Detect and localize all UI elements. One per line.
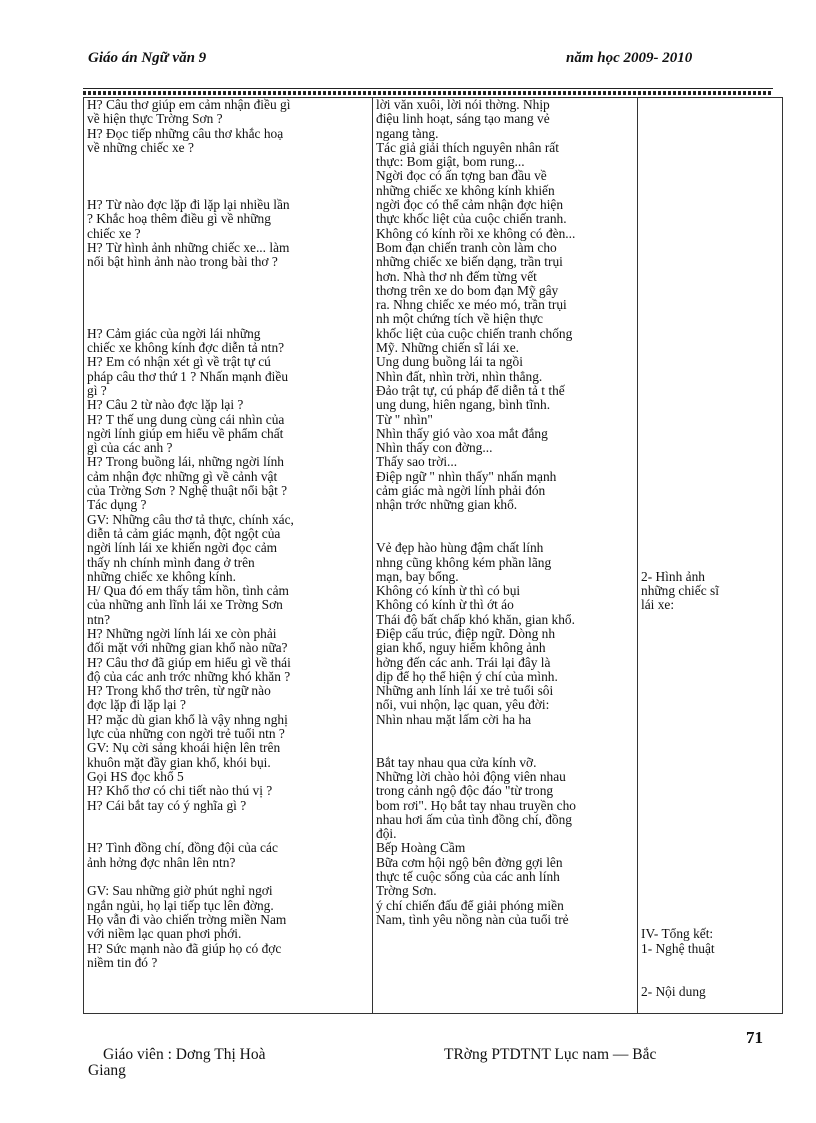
page-number: 71 bbox=[746, 1028, 763, 1047]
col2-line: Trờng Sơn. bbox=[376, 884, 437, 899]
col2-line: Nhìn thấy con đờng... bbox=[376, 441, 493, 456]
col1-line: H? Trong buồng lái, những ngời lính bbox=[87, 455, 284, 470]
col1-line: chiếc xe ? bbox=[87, 226, 141, 241]
col2-line: ý chí chiến đấu để giải phóng miền bbox=[376, 898, 564, 913]
outline-item-2-cont: lái xe: bbox=[641, 598, 675, 613]
col1-line: những chiếc xe không kính. bbox=[87, 569, 236, 584]
col2-line: Đảo trật tự, cú pháp để diễn tả t thế bbox=[376, 383, 565, 398]
col2-line: đội. bbox=[376, 827, 397, 842]
col2-line: nhng cũng không kém phần lãng bbox=[376, 555, 552, 570]
col1-line bbox=[87, 169, 369, 183]
col2-line: ra. Nhng chiếc xe méo mó, trần trụi bbox=[376, 298, 567, 313]
col2-line: gian khổ, nguy hiểm không ảnh bbox=[376, 641, 546, 656]
col2-line: Mỹ. Những chiến sĩ lái xe. bbox=[376, 341, 520, 356]
col2-line: Nam, tình yêu nồng nàn của tuổi trẻ bbox=[376, 912, 569, 927]
col2-line: Thấy sao trời... bbox=[376, 455, 458, 470]
col2-line: trong cảnh ngộ độc đáo "từ trong bbox=[376, 784, 554, 799]
col2-line: những chiếc xe không kính khiến bbox=[376, 183, 555, 198]
col2-line: nhận trớc những gian khổ. bbox=[376, 498, 518, 513]
col1-line: H? Câu thơ giúp em cảm nhận điều gì bbox=[87, 98, 291, 112]
col1-line: ? Khắc hoạ thêm điều gì về những bbox=[87, 212, 271, 227]
col2-line: Những lời chào hỏi động viên nhau bbox=[376, 769, 566, 784]
col2-line: khốc liệt của cuộc chiến tranh chống bbox=[376, 326, 573, 341]
col1-line bbox=[87, 870, 369, 884]
header-dashed-rule bbox=[83, 91, 773, 95]
questions-column bbox=[84, 98, 373, 1014]
lesson-table bbox=[83, 97, 783, 1014]
col1-line: với niềm lạc quan phơi phới. bbox=[87, 927, 242, 942]
col1-line: gì ? bbox=[87, 383, 107, 398]
col1-line: chiếc xe không kính đợc diễn tả ntn? bbox=[87, 341, 285, 356]
col1-line: H? T thế ung dung cùng cái nhìn của bbox=[87, 412, 285, 427]
col1-line: H? Từ hình ảnh những chiếc xe... làm bbox=[87, 240, 290, 255]
outline-summary-heading: IV- Tổng kết: bbox=[641, 927, 714, 942]
col2-line: Bữa cơm hội ngộ bên đờng gợi lên bbox=[376, 855, 563, 870]
col2-line: nh một chứng tích về hiện thực bbox=[376, 312, 543, 327]
col1-line: ngời lính lái xe khiến ngời đọc cảm bbox=[87, 541, 278, 556]
col1-line: ngắn ngủi, họ lại tiếp tục lên đờng. bbox=[87, 898, 274, 913]
col2-line: Nhìn thấy gió vào xoa mắt đắng bbox=[376, 426, 548, 441]
col1-line: nổi bật hình ảnh nào trong bài thơ ? bbox=[87, 255, 278, 270]
col2-line: Không có kính rồi xe không có đèn... bbox=[376, 226, 576, 241]
col2-line: Không có kính ừ thì có bụi bbox=[376, 584, 521, 599]
header-school-year: năm học 2009- 2010 bbox=[566, 50, 693, 66]
col2-line: thực khốc liệt của cuộc chiến tranh. bbox=[376, 212, 567, 227]
outline-item-2: 2- Hình ảnh bbox=[641, 569, 705, 584]
col2-line: hơn. Nhà thơ nh đếm từng vết bbox=[376, 269, 537, 284]
col2-line: thơng trên xe do bom đạn Mỹ gây bbox=[376, 283, 559, 298]
col1-line: H? mặc dù gian khổ là vậy nhng nghị bbox=[87, 712, 288, 727]
col1-line: gì của các anh ? bbox=[87, 441, 173, 456]
col1-line: đối mặt với những gian khổ nào nữa? bbox=[87, 641, 288, 656]
col1-line: đợc lặp đi lặp lại ? bbox=[87, 698, 186, 713]
col2-line: thực tế cuộc sống của các anh lính bbox=[376, 870, 560, 885]
col1-line: H? Tình đồng chí, đồng đội của các bbox=[87, 841, 278, 856]
outline-summary-art: 1- Nghệ thuật bbox=[641, 941, 715, 956]
col1-line bbox=[87, 827, 369, 841]
col1-line: ảnh hởng đợc nhân lên ntn? bbox=[87, 855, 236, 870]
col1-line: H/ Qua đó em thấy tâm hồn, tình cảm bbox=[87, 584, 289, 599]
col1-line: H? Từ nào đợc lặp đi lặp lại nhiều lần bbox=[87, 198, 290, 213]
col2-line: điệu linh hoạt, sáng tạo mang vẻ bbox=[376, 112, 550, 127]
col2-line: ngang tàng. bbox=[376, 126, 439, 141]
col1-line: độ của các anh trớc những khó khăn ? bbox=[87, 669, 291, 684]
col2-line: Nhìn đất, nhìn trời, nhìn thẳng. bbox=[376, 369, 543, 384]
outline-summary-content: 2- Nội dung bbox=[641, 984, 706, 999]
col1-line: H? Đọc tiếp những câu thơ khắc hoạ bbox=[87, 126, 284, 141]
col1-line: ngời lính giúp em hiểu về phẩm chất bbox=[87, 426, 284, 441]
col2-line: dịp để họ thể hiện ý chí của mình. bbox=[376, 669, 558, 684]
col2-line bbox=[376, 727, 634, 741]
col2-line: nổi, vui nhộn, lạc quan, yêu đời: bbox=[376, 698, 550, 713]
col1-line bbox=[87, 284, 369, 298]
col2-line: Bom đạn chiến tranh còn làm cho bbox=[376, 240, 557, 255]
col1-line: của những anh lĩnh lái xe Trờng Sơn bbox=[87, 598, 283, 613]
col1-line: khuôn mặt đầy gian khổ, khói bụi. bbox=[87, 755, 271, 770]
col1-line: H? Cảm giác của ngời lái những bbox=[87, 326, 261, 341]
col2-line: Ung dung buồng lái ta ngồi bbox=[376, 355, 523, 370]
col1-line: về những chiếc xe ? bbox=[87, 140, 194, 155]
col1-line: H? Khổ thơ có chi tiết nào thú vị ? bbox=[87, 784, 273, 799]
col1-line: ntn? bbox=[87, 612, 111, 627]
col1-line: H? Sức mạnh nào đã giúp họ có đợc bbox=[87, 941, 282, 956]
footer-teacher: Giáo viên : Dơng Thị Hoà bbox=[103, 1046, 266, 1063]
col2-line: Điệp cấu trúc, điệp ngữ. Dòng nh bbox=[376, 626, 556, 641]
table-row bbox=[84, 98, 783, 1014]
col1-line: H? Câu thơ đã giúp em hiểu gì về thái bbox=[87, 655, 291, 670]
col1-line: pháp câu thơ thứ 1 ? Nhấn mạnh điều bbox=[87, 369, 289, 384]
col1-line: thấy nh chính mình đang ở trên bbox=[87, 555, 255, 570]
col1-line bbox=[87, 312, 369, 326]
col1-line: H? Cái bắt tay có ý nghĩa gì ? bbox=[87, 798, 247, 813]
col2-line: Không có kính ừ thì ớt áo bbox=[376, 598, 514, 613]
header-rule bbox=[83, 88, 773, 89]
col1-line: H? Trong khổ thơ trên, từ ngữ nào bbox=[87, 684, 271, 699]
outline-item-2-cont: những chiếc sĩ bbox=[641, 584, 719, 599]
col2-line: cảm giác mà ngời lính phải đón bbox=[376, 484, 546, 499]
col1-line: Gọi HS đọc khổ 5 bbox=[87, 769, 184, 784]
col1-line: GV: Sau những giờ phút nghỉ ngơi bbox=[87, 884, 273, 899]
col1-line: H? Những ngời lính lái xe còn phải bbox=[87, 626, 277, 641]
col2-line: Bếp Hoàng Cầm bbox=[376, 841, 466, 856]
col2-line: Bắt tay nhau qua cửa kính vỡ. bbox=[376, 755, 537, 770]
footer-school-cont: Giang bbox=[88, 1062, 126, 1079]
col1-line: Tác dụng ? bbox=[87, 498, 147, 513]
col2-line: Những anh lính lái xe trẻ tuổi sôi bbox=[376, 684, 554, 699]
col1-line bbox=[87, 270, 369, 284]
col1-line: GV: Những câu thơ tả thực, chính xác, bbox=[87, 512, 294, 527]
col1-line: của Trờng Sơn ? Nghệ thuật nổi bật ? bbox=[87, 484, 288, 499]
answers-column bbox=[373, 98, 638, 1014]
col2-line: những chiếc xe biến dạng, trần trụi bbox=[376, 255, 563, 270]
col1-line bbox=[87, 298, 369, 312]
col2-line: hởng đến các anh. Trái lại đây là bbox=[376, 655, 551, 670]
col1-line: diễn tả cảm giác mạnh, đột ngột của bbox=[87, 526, 281, 541]
col2-line: lời văn xuôi, lời nói thờng. Nhịp bbox=[376, 98, 550, 112]
col2-line: Từ " nhìn" bbox=[376, 412, 433, 427]
col2-line: mạn, bay bổng. bbox=[376, 569, 459, 584]
col2-line: Nhìn nhau mặt lấm cời ha ha bbox=[376, 712, 532, 727]
col2-line: thực: Bom giật, bom rung... bbox=[376, 155, 525, 170]
header-course-title: Giáo án Ngữ văn 9 bbox=[88, 50, 207, 66]
col2-line: Điệp ngữ " nhìn thấy" nhấn mạnh bbox=[376, 469, 557, 484]
col2-line: ung dung, hiên ngang, bình tĩnh. bbox=[376, 398, 551, 413]
col1-line: niềm tin đó ? bbox=[87, 955, 158, 970]
col1-line bbox=[87, 155, 369, 169]
col1-line bbox=[87, 184, 369, 198]
col2-line: bom rơi". Họ bắt tay nhau truyền cho bbox=[376, 798, 576, 813]
col1-line: về hiện thực Trờng Sơn ? bbox=[87, 112, 223, 127]
outline-column bbox=[638, 98, 783, 1014]
col2-line bbox=[376, 527, 634, 541]
col2-line bbox=[376, 513, 634, 527]
col1-line: Họ vẫn đi vào chiến trờng miền Nam bbox=[87, 912, 287, 927]
col2-line: Ngời đọc có ấn tợng ban đầu về bbox=[376, 169, 547, 184]
col2-line bbox=[376, 741, 634, 755]
col1-line bbox=[87, 813, 369, 827]
col2-line: Thái độ bất chấp khó khăn, gian khổ. bbox=[376, 612, 575, 627]
col1-line: GV: Nụ cời sảng khoái hiện lên trên bbox=[87, 741, 281, 756]
col2-line: nhau hơi ấm của tình đồng chí, đồng bbox=[376, 812, 573, 827]
col1-line: H? Câu 2 từ nào đợc lặp lại ? bbox=[87, 398, 244, 413]
col1-line: H? Em có nhận xét gì về trật tự cú bbox=[87, 355, 271, 370]
col2-line: ngời đọc có thể cảm nhận đợc hiện bbox=[376, 198, 564, 213]
col1-line: cảm nhận đợc những gì về cảnh vật bbox=[87, 469, 278, 484]
footer-school: TRờng PTDTNT Lục nam — Bắc bbox=[444, 1046, 657, 1063]
col1-line: lực của những con ngời trẻ tuổi ntn ? bbox=[87, 727, 285, 742]
col2-line: Tác giả giải thích nguyên nhân rất bbox=[376, 140, 559, 155]
col2-line: Vẻ đẹp hào hùng đậm chất lính bbox=[376, 541, 544, 556]
